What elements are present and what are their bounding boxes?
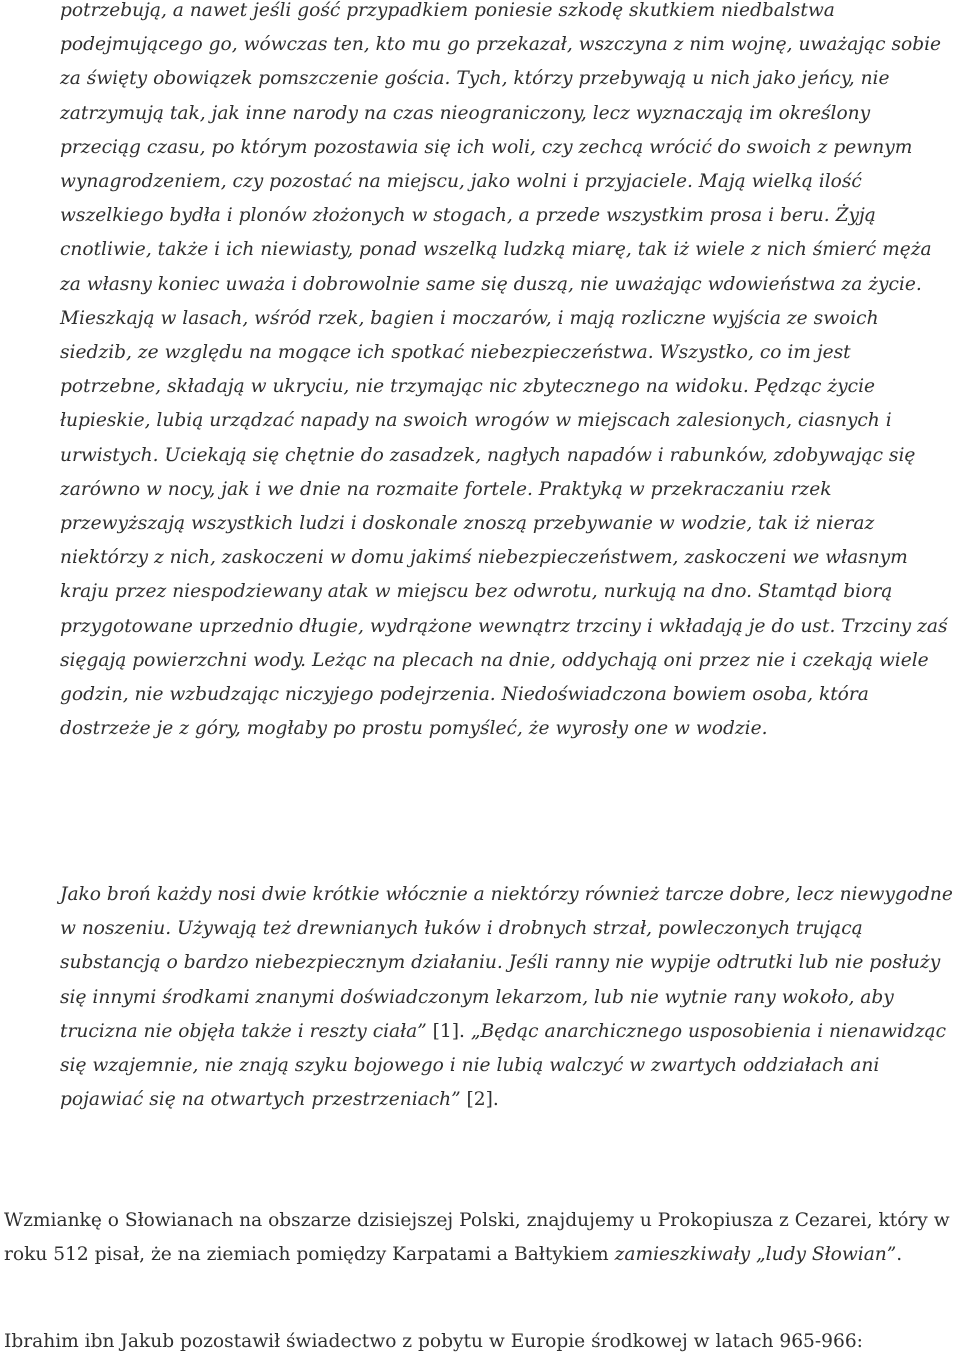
quote-paragraph-1-text: potrzebują, a nawet jeśli gość przypadkiem poniesie szkodę skutkiem niedbalstwa podejmującego go, wówczas ten, kto mu go przekazał, wszczyna z nim wojnę, uważając sobie za święty obowiązek pomszczenie gościa. Tych, którzy przebywają u nich jako jeńcy, nie zatrzymują tak, jak inne narody na czas nieograniczony, lecz wyznaczają im określony przeciąg czasu, po którym pozostawia się ich woli, czy zechcą wrócić do swoich z pewnym wynagrodzeniem, czy pozostać na miejscu, jako wolni i przyjaciele. Mają wielką ilość wszelkiego bydła i plonów złożonych w stogach, a przede wszystkim prosa i beru. Żyją cnotliwie, także i ich niewiasty, ponad wszelką ludzką miarę, tak iż wiele z nich śmierć męża za własny koniec uważa i dobrowolnie same się duszą, nie uważając wdowieństwa za życie. Mieszkają w lasach, wśród rzek, bagien i moczarów, i mają rozliczne wyjścia ze swoich siedzib, ze względu na mogące ich spotkać niebezpieczeństwa. Wszystko, co im jest potrzebne, składają w ukryciu, nie trzymając nic zbytecznego na widoku. Pędząc życie łupieskie, lubią urządzać napady na swoich wrogów w miejscach zalesionych, ciasnych i urwistych. Uciekają się chętnie do zasadzek, nagłych napadów i rabunków, zdobywając się zarówno w nocy, jak i we dnie na rozmaite fortele. Praktyką w przekraczaniu rzek przewyższają wszystkich ludzi i doskonale znoszą przebywanie w wodzie, tak iż nieraz niektórzy z nich, zaskoczeni w domu jakimś niebezpieczeństwem, zaskoczeni we własnym kraju przez niespodziewany atak w miejscu bez odwrotu, nurkują na dno. Stamtąd biorą przygotowane uprzednio długie, wydrążone wewnątrz trzciny i wkładają je do ust. Trzciny zaś sięgają powierzchni wody. Leżąc na plecach na dnie, oddychają oni przez nie i czekają wiele godzin, nie wzbudzając niczyjego podejrzenia. Niedoświadczona bowiem osoba, która dostrzeże je z góry, mogłaby po prostu pomyśleć, że wyrosły one w wodzie. bbox=[60, 0, 948, 740]
body-paragraph-ibrahim bbox=[4, 1325, 958, 1359]
body-paragraph-prokopius bbox=[4, 1204, 958, 1272]
quote-paragraph-2 bbox=[60, 878, 954, 1117]
footnote-ref-2[interactable]: [2]. bbox=[460, 1089, 499, 1111]
body-paragraph-prokopius-italic: zamieszkiwały „ludy Słowian” bbox=[614, 1244, 897, 1266]
body-paragraph-prokopius-end: . bbox=[896, 1244, 903, 1266]
body-paragraph-ibrahim-text: Ibrahim ibn Jakub pozostawił świadectwo z pobytu w Europie środkowej w latach 965-966: bbox=[4, 1331, 863, 1352]
footnote-ref-1[interactable]: [1]. bbox=[426, 1020, 471, 1042]
quote-paragraph-1 bbox=[60, 0, 954, 746]
quote-paragraph-2-inner-quote: „Będąc anarchicznego usposobienia i nienawidząc się wzajemnie, nie znają szyku bojowego i nie lubią walczyć w zwartych oddziałach ani pojawiać się na otwartych przestrzeniach” bbox=[60, 1020, 947, 1111]
quote-paragraph-2-text: Jako broń każdy nosi dwie krótkie włócznie a niektórzy również tarcze dobre, lecz niewygodne w noszeniu. Używają też drewnianych łuków i drobnych strzał, powleczonych trującą substancją o bardzo niebezpiecznym działaniu. Jeśli ranny nie wypije odtrutki lub nie posłuży się innymi środkami znanymi doświadczonym lekarzom, lub nie wytnie rany wokoło, aby trucizna nie objęła także i reszty ciała” bbox=[60, 884, 953, 1042]
body-paragraph-prokopius-text: Wzmiankę o Słowianach na obszarze dzisiejszej Polski, znajdujemy u Prokopiusza z Cezarei, który w roku 512 pisał, że na ziemiach pomiędzy Karpatami a Bałtykiem bbox=[4, 1210, 950, 1266]
